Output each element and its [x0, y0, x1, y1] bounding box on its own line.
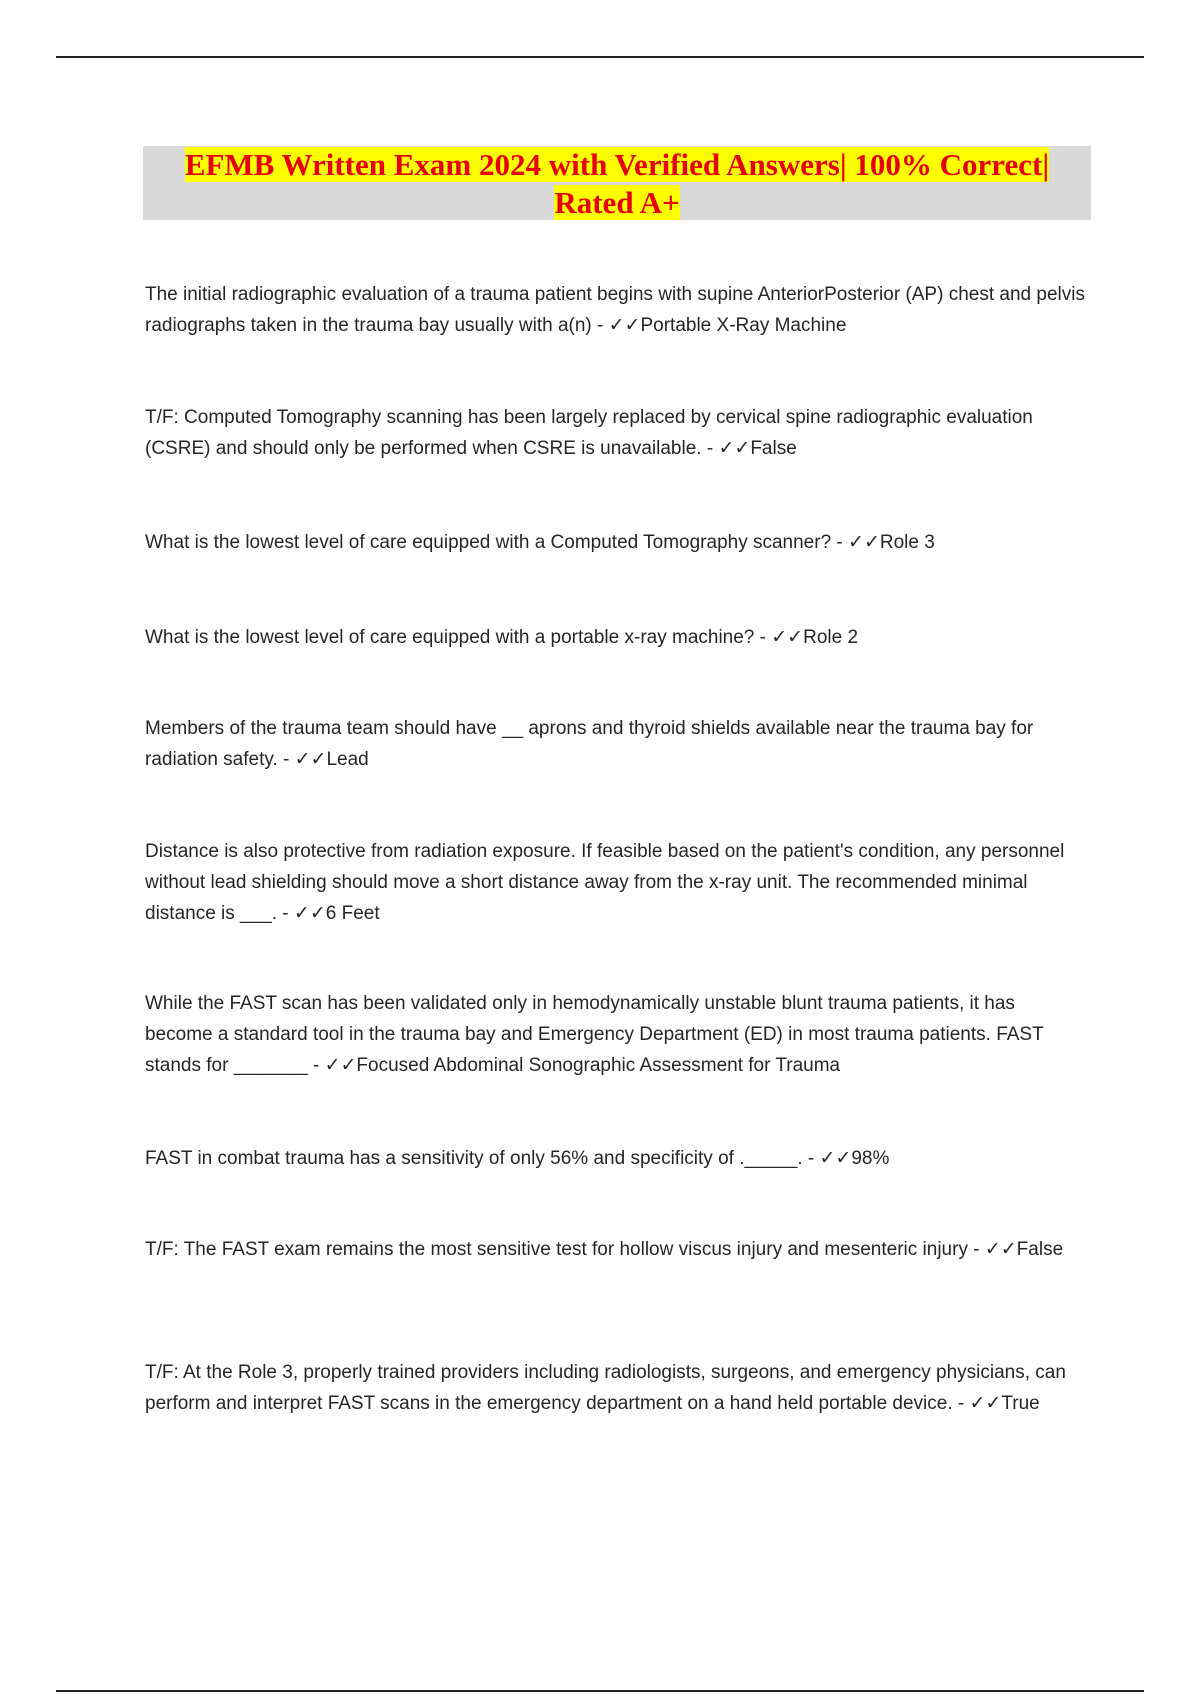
qa-item-3 — [145, 527, 1085, 558]
answer-check-icon: - ✓✓ — [802, 1148, 852, 1169]
question-text: Members of the trauma team should have __ aprons and thyroid shields available near the trauma bay for radiation safety. — [145, 718, 1034, 770]
answer-text: True — [1001, 1393, 1040, 1414]
qa-item-8 — [145, 1143, 1085, 1174]
answer-check-icon: - ✓✓ — [277, 749, 327, 770]
title-line-1: EFMB Written Exam 2024 with Verified Answers| 100% Correct| — [184, 147, 1050, 182]
document-title — [143, 146, 1091, 220]
question-text: FAST in combat trauma has a sensitivity of only 56% and specificity of ._____. — [145, 1148, 803, 1169]
answer-check-icon: - ✓✓ — [701, 438, 751, 459]
qa-item-7 — [145, 988, 1085, 1081]
answer-text: Role 2 — [803, 627, 859, 648]
answer-text: False — [750, 438, 797, 459]
qa-item-2 — [145, 402, 1085, 464]
bottom-rule — [56, 1690, 1144, 1692]
top-rule — [56, 56, 1144, 58]
answer-check-icon: - ✓✓ — [307, 1055, 357, 1076]
question-text: What is the lowest level of care equipped with a Computed Tomography scanner? — [145, 532, 832, 553]
answer-text: Portable X-Ray Machine — [640, 315, 847, 336]
answer-text: Lead — [326, 749, 369, 770]
question-text: While the FAST scan has been validated only in hemodynamically unstable blunt trauma patients, it has become a standard tool in the trauma bay and Emergency Department (ED) in most trauma patients. FAST stands for _______ — [145, 993, 1044, 1076]
question-text: T/F: The FAST exam remains the most sensitive test for hollow viscus injury and mesenteric injury — [145, 1239, 968, 1260]
answer-check-icon: - ✓✓ — [952, 1393, 1002, 1414]
answer-check-icon: - ✓✓ — [277, 903, 326, 924]
question-text: The initial radiographic evaluation of a trauma patient begins with supine AnteriorPosterior (AP) chest and pelvis radiographs taken in the trauma bay usually with a(n) — [145, 284, 1085, 336]
answer-text: 98% — [851, 1148, 890, 1169]
qa-item-4 — [145, 622, 1085, 653]
question-text: T/F: At the Role 3, properly trained providers including radiologists, surgeons, and emergency physicians, can perform and interpret FAST scans in the emergency department on a hand held portable device. — [145, 1362, 1066, 1414]
answer-check-icon: - ✓✓ — [967, 1239, 1017, 1260]
answer-text: False — [1016, 1239, 1064, 1260]
title-line-2: Rated A+ — [554, 185, 680, 220]
qa-item-10 — [145, 1357, 1085, 1419]
qa-item-5 — [145, 713, 1085, 775]
qa-item-1 — [145, 279, 1085, 341]
answer-text: Role 3 — [879, 532, 935, 553]
answer-check-icon: - ✓✓ — [754, 627, 804, 648]
answer-check-icon: - ✓✓ — [831, 532, 880, 553]
answer-text: Focused Abdominal Sonographic Assessment for Trauma — [356, 1055, 841, 1076]
qa-item-6 — [145, 836, 1085, 929]
answer-check-icon: - ✓✓ — [591, 315, 641, 336]
question-text: T/F: Computed Tomography scanning has been largely replaced by cervical spine radiographic evaluation (CSRE) and should only be performed when CSRE is unavailable. — [145, 407, 1033, 459]
answer-text: 6 Feet — [325, 903, 380, 924]
question-text: Distance is also protective from radiation exposure. If feasible based on the patient's condition, any personnel without lead shielding should move a short distance away from the x-ray unit. The recommended minimal distance is ___. — [145, 841, 1065, 924]
qa-item-9 — [145, 1234, 1085, 1265]
question-text: What is the lowest level of care equipped with a portable x-ray machine? — [145, 627, 755, 648]
